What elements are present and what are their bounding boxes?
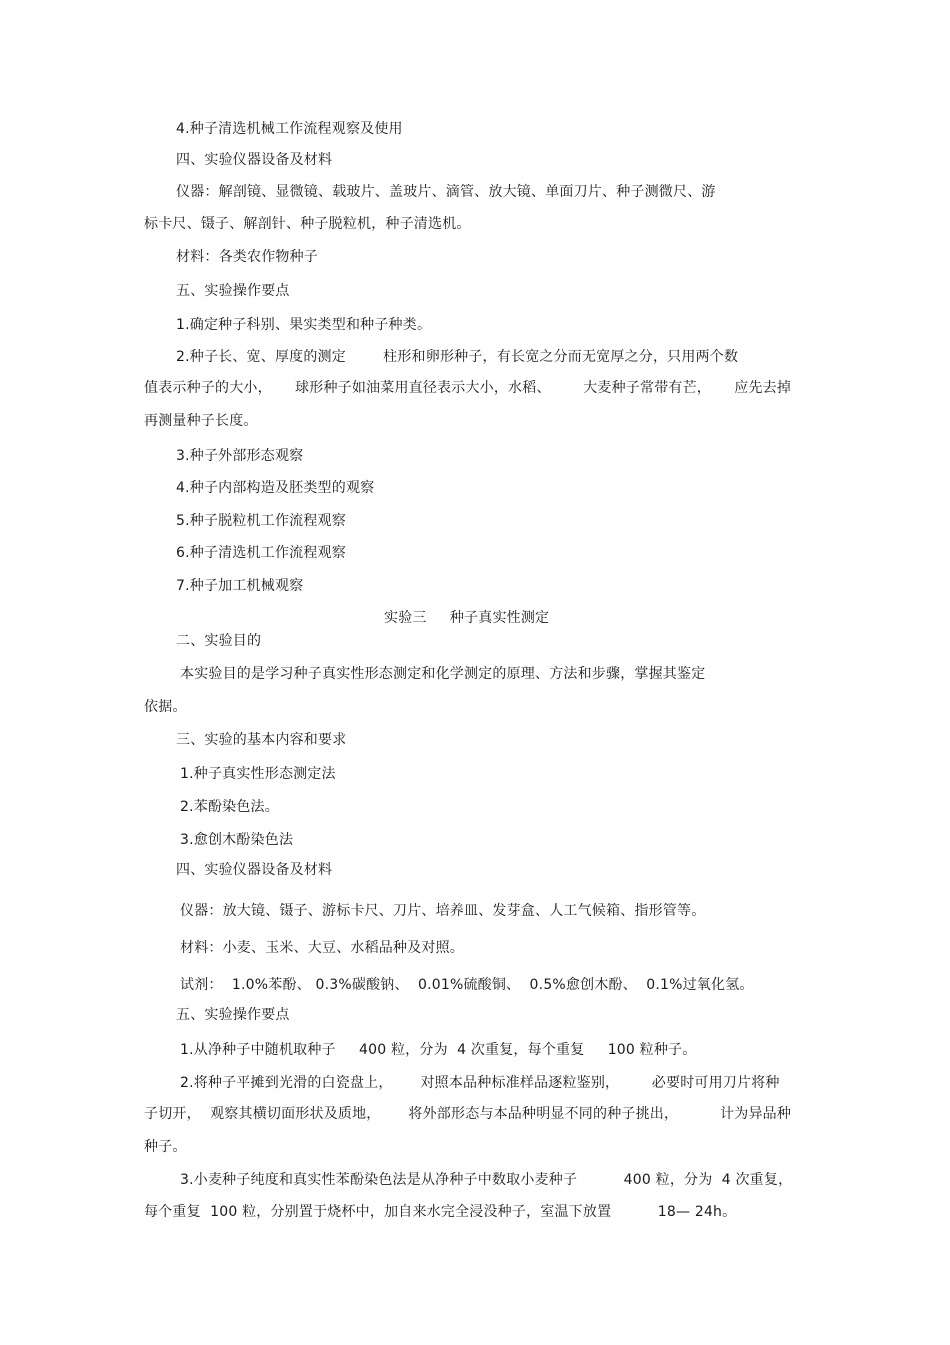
paragraph-line: 2.种子长、宽、厚度的测定 柱形和卵形种子，有长宽之分而无宽厚之分，只用两个数 (176, 349, 739, 365)
list-item: 1.种子真实性形态测定法 (180, 766, 336, 782)
list-item: 1.确定种子科别、果实类型和种子种类。 (176, 317, 432, 333)
list-item: 4.种子内部构造及胚类型的观察 (176, 480, 375, 496)
paragraph-line: 材料：小麦、玉米、大豆、水稻品种及对照。 (180, 940, 464, 956)
paragraph-line: 种子。 (144, 1139, 187, 1155)
paragraph-line: 再测量种子长度。 (144, 413, 258, 429)
paragraph-line: 材料：各类农作物种子 (176, 249, 318, 265)
list-item: 5.种子脱粒机工作流程观察 (176, 513, 346, 529)
section-heading: 四、实验仪器设备及材料 (176, 862, 333, 878)
paragraph-line: 3.小麦种子纯度和真实性苯酚染色法是从净种子中数取小麦种子 400 粒，分为 4 次重复， (180, 1172, 793, 1188)
paragraph-line: 仪器：解剖镜、显微镜、载玻片、盖玻片、滴管、放大镜、单面刀片、种子测微尺、游 (176, 184, 716, 200)
section-heading: 四、实验仪器设备及材料 (176, 152, 333, 168)
paragraph-line: 2.将种子平摊到光滑的白瓷盘上， 对照本品种标准样品逐粒鉴别， 必要时可用刀片将种 (180, 1075, 780, 1091)
paragraph-line: 值表示种子的大小， 球形种子如油菜用直径表示大小，水稻、 大麦种子常带有芒， 应先去掉 (144, 380, 792, 396)
experiment-title: 实验三 种子真实性测定 (384, 610, 550, 626)
paragraph-line: 标卡尺、镊子、解剖针、种子脱粒机，种子清选机。 (144, 216, 471, 232)
paragraph-line: 每个重复 100 粒，分别置于烧杯中，加自来水完全浸没种子，室温下放置 18— 24h。 (144, 1204, 737, 1220)
list-item: 6.种子清选机工作流程观察 (176, 545, 346, 561)
paragraph-line: 本实验目的是学习种子真实性形态测定和化学测定的原理、方法和步骤，掌握其鉴定 (180, 666, 706, 682)
list-item: 2.苯酚染色法。 (180, 799, 279, 815)
paragraph-line: 依据。 (144, 699, 187, 715)
paragraph-line: 子切开， 观察其横切面形状及质地， 将外部形态与本品种明显不同的种子挑出， 计为异品种 (144, 1106, 792, 1122)
paragraph-line: 仪器：放大镜、镊子、游标卡尺、刀片、培养皿、发芽盒、人工气候箱、指形管等。 (180, 903, 706, 919)
section-heading: 五、实验操作要点 (176, 283, 290, 299)
section-heading: 三、实验的基本内容和要求 (176, 732, 347, 748)
list-item: 3.愈创木酚染色法 (180, 832, 294, 848)
paragraph-line: 试剂： 1.0%苯酚、 0.3%碳酸钠、 0.01%硫酸铜、 0.5%愈创木酚、 0.1%过氧化氢。 (180, 977, 754, 993)
list-item: 4.种子清选机械工作流程观察及使用 (176, 121, 403, 137)
list-item: 7.种子加工机械观察 (176, 578, 304, 594)
list-item: 1.从净种子中随机取种子 400 粒，分为 4 次重复，每个重复 100 粒种子。 (180, 1042, 697, 1058)
list-item: 3.种子外部形态观察 (176, 448, 304, 464)
section-heading: 五、实验操作要点 (176, 1007, 290, 1023)
section-heading: 二、实验目的 (176, 633, 262, 649)
